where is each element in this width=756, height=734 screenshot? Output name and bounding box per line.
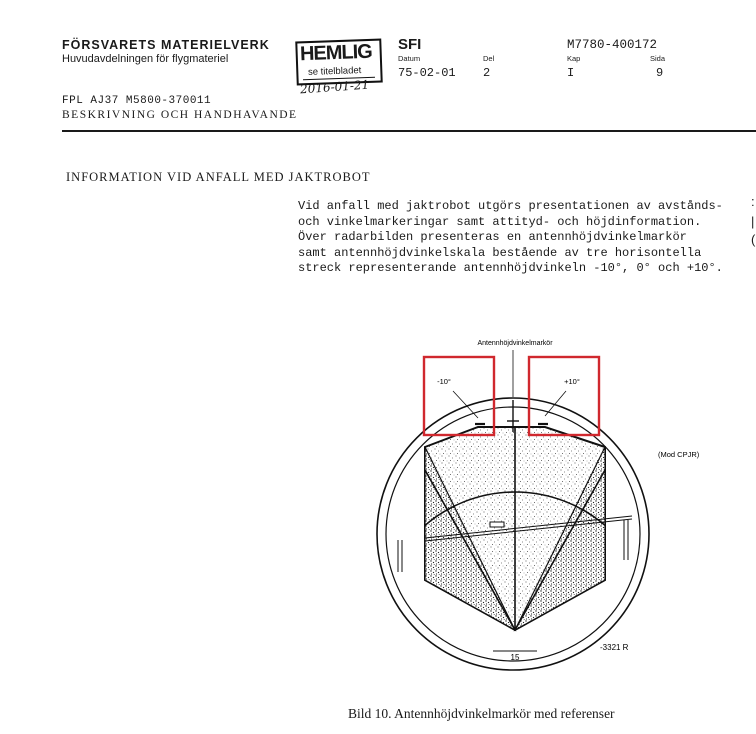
- page-value: 9: [656, 66, 664, 80]
- range-label: 15: [510, 653, 520, 662]
- part-value: 2: [483, 66, 491, 80]
- stamp-note: se titelbladet: [307, 65, 362, 78]
- publication-number: M7780-400172: [567, 38, 658, 52]
- classification-stamp: HEMLIG: [299, 40, 373, 66]
- body-line: samt antennhöjdvinkelskala bestående av tre horisontella: [298, 245, 702, 260]
- label-minus10: -10°: [437, 377, 451, 386]
- edge-artifact: (: [751, 232, 756, 247]
- page-label: Sida: [650, 54, 666, 63]
- body-line: streck representerande antennhöjdvinkeln -10°, 0° och +10°.: [298, 261, 723, 275]
- antenna-marker-label: Antennhöjdvinkelmarkör: [477, 340, 553, 347]
- chapter-label: Kap: [567, 54, 581, 63]
- part-label: Del: [483, 54, 495, 63]
- subtitle-line-2: BESKRIVNING OCH HANDHAVANDE: [62, 109, 298, 121]
- section-title: INFORMATION VID ANFALL MED JAKTROBOT: [66, 170, 371, 184]
- figure-caption: Bild 10. Antennhöjdvinkelmarkör med referenser: [348, 706, 615, 721]
- body-line: Vid anfall med jaktrobot utgörs presentationen av avstånds-: [298, 199, 723, 213]
- edge-artifact: :: [751, 194, 755, 209]
- org-name: FÖRSVARETS MATERIELVERK: [62, 38, 270, 52]
- body-line: Över radarbilden presenteras en antennhöjdvinkelmarkör: [298, 230, 687, 244]
- body-line: och vinkelmarkeringar samt attityd- och höjdinformation.: [298, 214, 702, 229]
- aim-marker: [490, 522, 504, 527]
- figure-number: -3321 R: [600, 643, 629, 652]
- chapter-value: I: [567, 66, 575, 80]
- subtitle-line-1: FPL AJ37 M5800-370011: [62, 95, 212, 107]
- edge-artifact: |: [751, 214, 755, 229]
- org-division: Huvudavdelningen för flygmateriel: [62, 53, 229, 65]
- minus10-leader: [453, 391, 478, 418]
- date-label: Datum: [398, 54, 421, 63]
- date-value: 75-02-01: [398, 66, 456, 80]
- plus10-leader: [545, 391, 566, 416]
- doc-type: SFI: [398, 36, 422, 53]
- mod-label: (Mod CPJR): [658, 450, 700, 459]
- label-plus10: +10°: [564, 377, 580, 386]
- handwritten-date: 2016-01-21: [299, 77, 370, 97]
